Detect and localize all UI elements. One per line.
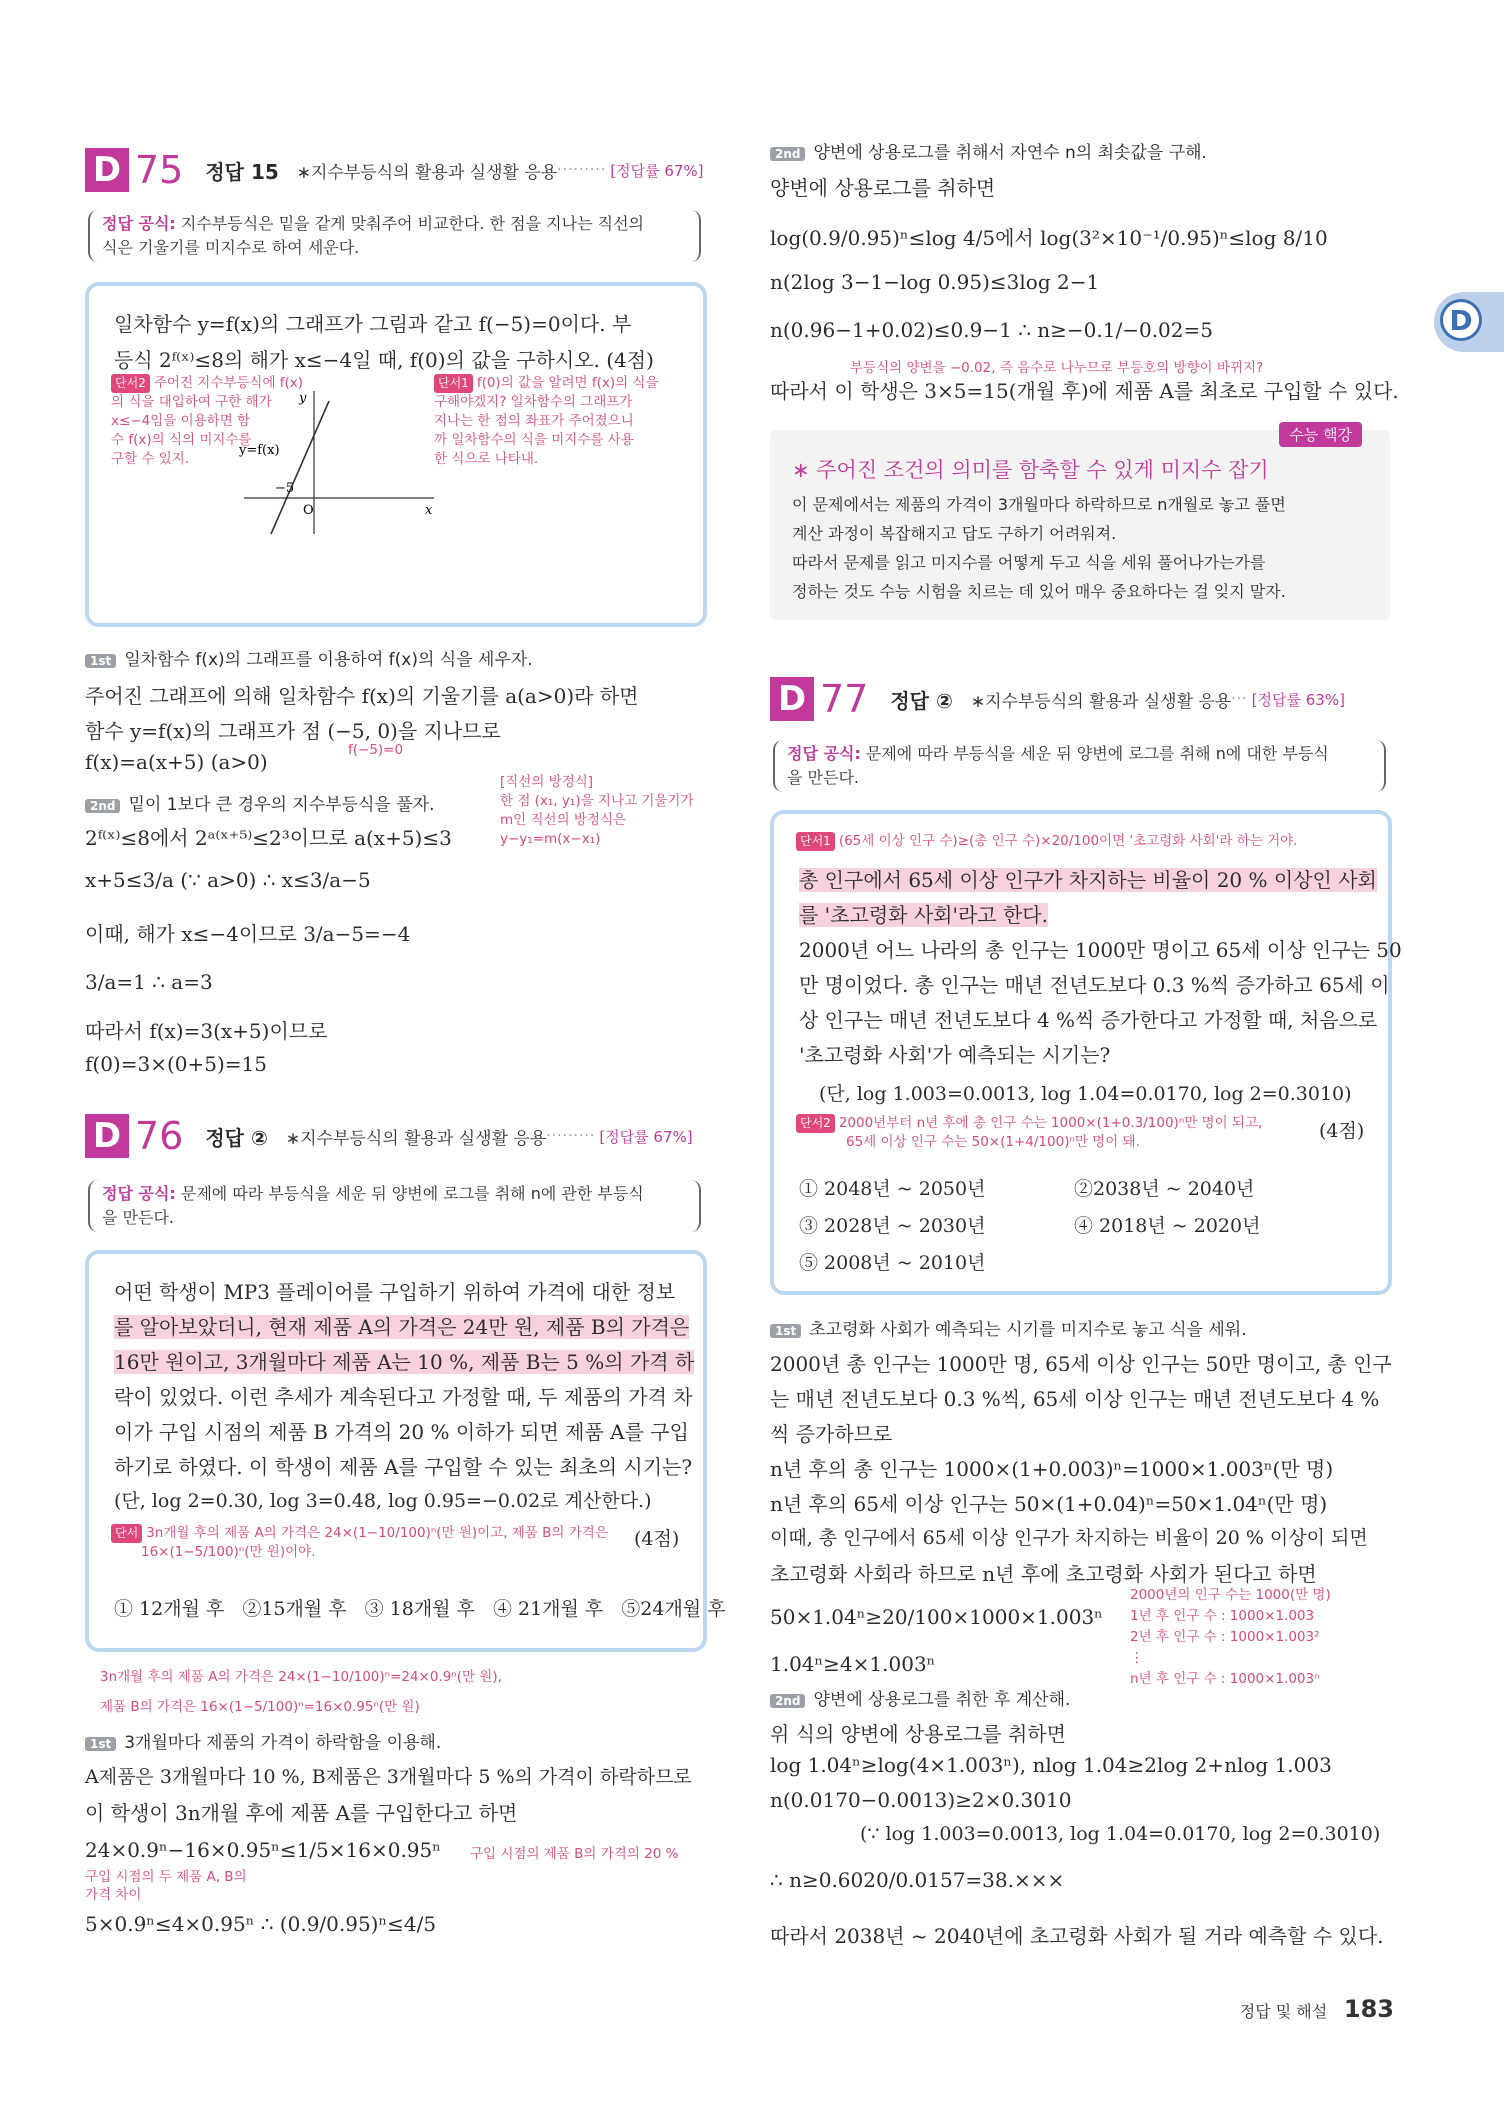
question-line: 어떤 학생이 MP3 플레이어를 구입하기 위하여 가격에 대한 정보 xyxy=(114,1280,676,1304)
question-line: 일차함수 y=f(x)의 그래프가 그림과 같고 f(−5)=0이다. 부 xyxy=(114,312,632,336)
hint-1: 단서1 f(0)의 값을 알려면 f(x)의 식을 구해야겠지? 일차함수의 그래프가 지나는 한 점의 좌표가 주어졌으니 까 일차함수의 식을 미지수를 사용 한 식으로 나타내. xyxy=(434,375,659,467)
choice-2[interactable]: ②2038년 ~ 2040년 xyxy=(1074,1178,1255,1200)
question-line: 16만 원이고, 3개월마다 제품 A는 10 %, 제품 B는 5 %의 가격 하 xyxy=(114,1350,695,1374)
answer-label: 정답 15 xyxy=(205,159,279,184)
solution-line: 3/a=1 ∴ a=3 xyxy=(85,970,213,994)
choice-5[interactable]: ⑤24개월 후 xyxy=(621,1598,726,1620)
solution-line: 5×0.9ⁿ≤4×0.95ⁿ ∴ (0.9/0.95)ⁿ≤4/5 xyxy=(85,1912,437,1936)
solution-line: n(0.0170−0.0013)≥2×0.3010 xyxy=(770,1788,1072,1812)
question-line: 총 인구에서 65세 이상 인구가 차지하는 비율이 20 % 이상인 사회 xyxy=(799,868,1377,892)
solution-line: 이 학생이 3n개월 후에 제품 A를 구입한다고 하면 xyxy=(85,1801,518,1825)
step-2nd: 2nd 양변에 상용로그를 취해서 자연수 n의 최솟값을 구해. xyxy=(770,138,1207,163)
solution-note: 구입 시점의 제품 B의 가격의 20 % xyxy=(470,1846,679,1862)
solution-line: 이때, 해가 x≤−4이므로 3/a−5=−4 xyxy=(85,922,411,946)
solution-note: 부등식의 양변을 −0.02, 즉 음수로 나누므로 부등호의 방향이 바뀌지? xyxy=(850,360,1264,376)
solution-line: x+5≤3/a (∵ a>0) ∴ x≤3/a−5 xyxy=(85,868,371,892)
page-footer xyxy=(1240,1995,1394,2023)
page-number: 183 xyxy=(1343,1995,1394,2023)
graph-x-intercept: −5 xyxy=(275,481,295,496)
topic-label: ∗지수부등식의 활용과 실생활 응용 xyxy=(285,1128,547,1149)
solution-note: 구입 시점의 두 제품 A, B의 가격 차이 xyxy=(85,1869,247,1903)
graph-y-label: y xyxy=(299,391,307,406)
solution-line: 50×1.04ⁿ≥20/100×1000×1.003ⁿ xyxy=(770,1605,1103,1629)
problem-75-header: D 75 정답 15 ∗지수부등식의 활용과 실생활 응용 ········· [정답률 67%] xyxy=(85,146,704,194)
answer-choices xyxy=(114,1594,726,1621)
problem-77-box xyxy=(770,810,1402,1295)
solution-line: 따라서 f(x)=3(x+5)이므로 xyxy=(85,1019,328,1043)
exam-tip-badge: 수능 핵강 xyxy=(1279,422,1362,447)
question-line: 락이 있었다. 이런 추세가 계속된다고 가정할 때, 두 제품의 가격 차 xyxy=(114,1385,693,1409)
topic-label: ∗지수부등식의 활용과 실생활 응용 xyxy=(296,162,558,183)
hint-2: 단서2 2000년부터 n년 후에 총 인구 수는 1000×(1+0.3/100)ⁿ만 명이 되고, 65세 이상 인구 수는 50×(1+4/100)ⁿ만 명이 돼. xyxy=(796,1114,1262,1152)
problem-76-box xyxy=(85,1250,726,1652)
choice-2[interactable]: ②15개월 후 xyxy=(242,1598,347,1620)
hint-1: 단서1 (65세 이상 인구 수)≥(총 인구 수)×20/100이면 '초고령화 사회'라 하는 거야. xyxy=(796,832,1297,851)
price-note: 제품 B의 가격은 16×(1−5/100)ⁿ=16×0.95ⁿ(만 원) xyxy=(100,1699,420,1715)
graph-x-label: x xyxy=(425,503,433,518)
exam-tip-box xyxy=(770,426,1390,620)
solution-line: (∵ log 1.003=0.0013, log 1.04=0.0170, log 2=0.3010) xyxy=(860,1823,1381,1845)
answer-formula-76: 정답 공식: 문제에 따라 부등식을 세운 뒤 양변에 로그를 취해 n에 관한 부등식 을 만든다. xyxy=(88,1180,701,1232)
exam-tip-title: ∗ 주어진 조건의 의미를 함축할 수 있게 미지수 잡기 xyxy=(792,458,1269,482)
graph-origin: O xyxy=(303,503,314,518)
solution-line: log 1.04ⁿ≥log(4×1.003ⁿ), nlog 1.04≥2log 2+nlog 1.003 xyxy=(770,1753,1332,1777)
formula-key: 정답 공식: xyxy=(102,214,176,233)
solution-line: A제품은 3개월마다 10 %, B제품은 3개월마다 5 %의 가격이 하락하므로 xyxy=(85,1766,692,1788)
exam-tip-body: 이 문제에서는 제품의 가격이 3개월마다 하락하므로 n개월로 놓고 풀면 계산 과정이 복잡해지고 답도 구하기 어려워져. 따라서 문제를 읽고 미지수를 어떻게 두고 식을 세워 풀어나가는가를 정하는 것도 수능 시험을 치르는 데 있어 매우 중요하다는 걸 잊지 말자. xyxy=(792,495,1286,601)
hint: 단서 3n개월 후의 제품 A의 가격은 24×(1−10/100)ⁿ(만 원)이고, 제품 B의 가격은 16×(1−5/100)ⁿ(만 원)이야. xyxy=(111,1524,631,1562)
line-equation-note: [직선의 방정식] 한 점 (x₁, y₁)을 지나고 기울기가 m인 직선의 방정식은 y−y₁=m(x−x₁) xyxy=(500,774,694,847)
solution-line: n(0.96−1+0.02)≤0.9−1 ∴ n≥−0.1/−0.02=5 xyxy=(770,318,1213,342)
step-1st: 1st 초고령화 사회가 예측되는 시기를 미지수로 놓고 식을 세워. xyxy=(770,1315,1247,1340)
problem-number: 76 xyxy=(135,1114,184,1158)
correct-rate: [정답률 63%] xyxy=(1251,690,1345,709)
answer-label: 정답 ② xyxy=(205,1125,268,1150)
problem-number: 77 xyxy=(820,677,869,721)
solution-line: n년 후의 65세 이상 인구는 50×(1+0.04)ⁿ=50×1.04ⁿ(만 명) xyxy=(770,1492,1328,1516)
choice-1[interactable]: ① 2048년 ~ 2050년 xyxy=(799,1178,986,1200)
question-line: 하기로 하였다. 이 학생이 제품 A를 구입할 수 있는 최초의 시기는? xyxy=(114,1455,693,1479)
question-line: 등식 2ᶠ⁽ˣ⁾≤8의 해가 x≤−4일 때, f(0)의 값을 구하시오. (4점) xyxy=(114,348,654,372)
linear-function-graph xyxy=(239,386,439,536)
choice-4[interactable]: ④ 21개월 후 xyxy=(492,1598,604,1620)
solution-line: 이때, 총 인구에서 65세 이상 인구가 차지하는 비율이 20 % 이상이 되면 xyxy=(770,1527,1368,1549)
solution-line: 양변에 상용로그를 취하면 xyxy=(770,176,996,200)
graph-function-label: y=f(x) xyxy=(239,443,280,458)
solution-line: n(2log 3−1−log 0.95)≤3log 2−1 xyxy=(770,270,1100,294)
problem-75-box xyxy=(85,282,707,627)
step-1st: 1st 일차함수 f(x)의 그래프를 이용하여 f(x)의 식을 세우자. xyxy=(85,645,533,670)
choice-3[interactable]: ③ 18개월 후 xyxy=(364,1598,475,1620)
points-label: (4점) xyxy=(1319,1120,1365,1142)
answer-label: 정답 ② xyxy=(890,688,953,713)
price-note: 3n개월 후의 제품 A의 가격은 24×(1−10/100)ⁿ=24×0.9ⁿ(만 원), xyxy=(100,1669,502,1685)
solution-line: 함수 y=f(x)의 그래프가 점 (−5, 0)을 지나므로 xyxy=(85,719,501,743)
solution-line: 1.04ⁿ≥4×1.003ⁿ xyxy=(770,1652,936,1676)
solution-line: 주어진 그래프에 의해 일차함수 f(x)의 기울기를 a(a>0)라 하면 xyxy=(85,684,639,708)
question-line: 2000년 어느 나라의 총 인구는 1000만 명이고 65세 이상 인구는 50 xyxy=(799,938,1402,962)
solution-line: ∴ n≥0.6020/0.0157=38.××× xyxy=(770,1868,1065,1892)
problem-76-header: D 76 정답 ② ∗지수부등식의 활용과 실생활 응용 ········· [정답률 67%] xyxy=(85,1112,693,1160)
question-line: (단, log 1.003=0.0013, log 1.04=0.0170, log 2=0.3010) xyxy=(819,1083,1352,1105)
question-line: (단, log 2=0.30, log 3=0.48, log 0.95=−0.02로 계산한다.) xyxy=(114,1490,652,1512)
choice-3[interactable]: ③ 2028년 ~ 2030년 xyxy=(799,1215,986,1237)
solution-line: n년 후의 총 인구는 1000×(1+0.003)ⁿ=1000×1.003ⁿ(만 명) xyxy=(770,1457,1334,1481)
correct-rate: [정답률 67%] xyxy=(599,1127,693,1146)
footer-label: 정답 및 해설 xyxy=(1239,2002,1328,2021)
choice-4[interactable]: ④ 2018년 ~ 2020년 xyxy=(1074,1215,1261,1237)
chapter-letter: D xyxy=(1440,299,1482,341)
problem-number: 75 xyxy=(135,148,184,192)
solution-line: 따라서 2038년 ~ 2040년에 초고령화 사회가 될 거라 예측할 수 있다. xyxy=(770,1924,1384,1948)
solution-line: 씩 증가하므로 xyxy=(770,1422,893,1446)
solution-line: 24×0.9ⁿ−16×0.95ⁿ≤1/5×16×0.95ⁿ xyxy=(85,1838,441,1862)
step-2nd: 2nd 밑이 1보다 큰 경우의 지수부등식을 풀자. xyxy=(85,790,434,815)
hint-2: 단서2 주어진 지수부등식에 f(x) 의 식을 대입하여 구한 해가 x≤−4임을 이용하면 함 수 f(x)의 식의 미지수를 구할 수 있지. xyxy=(111,375,304,467)
solution-line: f(x)=a(x+5) (a>0) xyxy=(85,750,268,774)
solution-line: 2000년 총 인구는 1000만 명, 65세 이상 인구는 50만 명이고, 총 인구 xyxy=(770,1352,1392,1376)
solution-line: 2ᶠ⁽ˣ⁾≤8에서 2ᵃ⁽ˣ⁺⁵⁾≤2³이므로 a(x+5)≤3 xyxy=(85,826,452,850)
choice-5[interactable]: ⑤ 2008년 ~ 2010년 xyxy=(799,1252,986,1274)
problem-77-header: D 77 정답 ② ∗지수부등식의 활용과 실생활 응용 ··· [정답률 63%] xyxy=(770,675,1345,723)
problem-box-label: D xyxy=(85,148,129,192)
question-line: 만 명이었다. 총 인구는 매년 전년도보다 0.3 %씩 증가하고 65세 이 xyxy=(799,973,1390,997)
step-2nd: 2nd 양변에 상용로그를 취한 후 계산해. xyxy=(770,1685,1070,1710)
solution-line: 초고령화 사회라 하므로 n년 후에 초고령화 사회가 된다고 하면 xyxy=(770,1562,1317,1586)
solution-note: f(−5)=0 xyxy=(348,742,404,758)
chapter-side-tab[interactable] xyxy=(1434,292,1504,352)
choice-1[interactable]: ① 12개월 후 xyxy=(114,1598,225,1620)
correct-rate: [정답률 67%] xyxy=(610,161,704,180)
population-note: 2000년의 인구 수는 1000(만 명) 1년 후 인구 수 : 1000×1.003 2년 후 인구 수 : 1000×1.003² ⋮ n년 후 인구 수 : 1000×1.003ⁿ xyxy=(1130,1587,1331,1687)
answer-formula-77: 정답 공식: 문제에 따라 부등식을 세운 뒤 양변에 로그를 취해 n에 대한 부등식 을 만든다. xyxy=(773,740,1386,792)
solution-line: log(0.9/0.95)ⁿ≤log 4/5에서 log(3²×10⁻¹/0.95)ⁿ≤log 8/10 xyxy=(770,226,1328,250)
question-line: '초고령화 사회'가 예측되는 시기는? xyxy=(799,1043,1111,1067)
question-line: 상 인구는 매년 전년도보다 4 %씩 증가한다고 가정할 때, 처음으로 xyxy=(799,1008,1378,1032)
solution-line: 는 매년 전년도보다 0.3 %씩, 65세 이상 인구는 매년 전년도보다 4 % xyxy=(770,1387,1380,1411)
solution-line: 따라서 이 학생은 3×5=15(개월 후)에 제품 A를 최초로 구입할 수 있다. xyxy=(770,379,1399,403)
question-line: 를 알아보았더니, 현재 제품 A의 가격은 24만 원, 제품 B의 가격은 xyxy=(114,1315,690,1339)
problem-box-label: D xyxy=(85,1114,129,1158)
question-line: 이가 구입 시점의 제품 B 가격의 20 % 이하가 되면 제품 A를 구입 xyxy=(114,1420,689,1444)
answer-formula-75: 정답 공식: 지수부등식은 밑을 같게 맞춰주어 비교한다. 한 점을 지나는 직선의 식은 기울기를 미지수로 하여 세운다. xyxy=(88,210,701,262)
step-1st: 1st 3개월마다 제품의 가격이 하락함을 이용해. xyxy=(85,1728,441,1753)
topic-label: ∗지수부등식의 활용과 실생활 응용 xyxy=(970,691,1232,712)
solution-line: 위 식의 양변에 상용로그를 취하면 xyxy=(770,1722,1066,1746)
points-label: (4점) xyxy=(634,1528,680,1550)
problem-box-label: D xyxy=(770,677,814,721)
question-line: 를 '초고령화 사회'라고 한다. xyxy=(799,903,1048,927)
solution-line: f(0)=3×(0+5)=15 xyxy=(85,1052,267,1076)
